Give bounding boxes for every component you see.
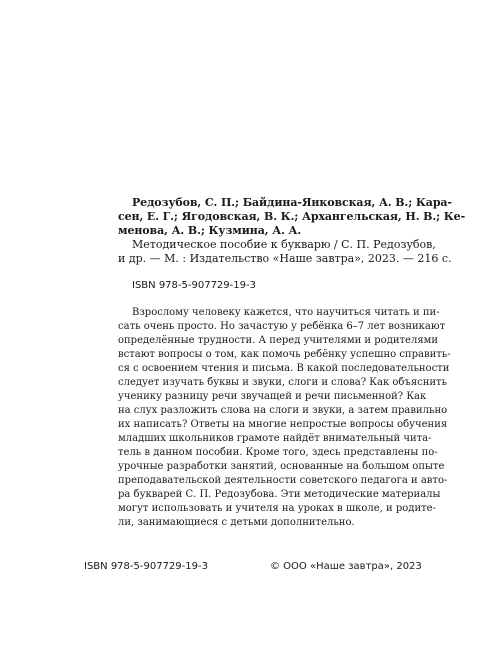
abstract-text: [118, 306, 451, 530]
abstract-line: преподавательской деятельности советского педагога и авто-: [118, 475, 448, 486]
abstract-line: тель в данном пособии. Кроме того, здесь представлены по-: [118, 447, 438, 458]
description-line: и др. — М. : Издательство «Наше завтра», 2023. — 216 с.: [118, 252, 452, 265]
abstract-line: ли, занимающиеся с детьми дополнительно.: [118, 517, 355, 528]
description-line: Методическое пособие к букварю / С. П. Редозубов,: [132, 238, 436, 251]
copyright-notice: © ООО «Наше завтра», 2023: [270, 561, 422, 572]
footer-isbn: ISBN 978-5-907729-19-3: [84, 561, 208, 572]
abstract-line: урочные разработки занятий, основанные на большом опыте: [118, 461, 445, 472]
abstract-line: ра букварей С. П. Редозубова. Эти методические материалы: [118, 489, 441, 500]
abstract-line: Взрослому человеку кажется, что научиться читать и пи-: [132, 307, 440, 318]
abstract-line: могут использовать и учителя на уроках в школе, и родите-: [118, 503, 436, 514]
abstract-line: встают вопросы о том, как помочь ребёнку успешно справить-: [118, 349, 451, 360]
authors-line: менова, А. В.; Кузмина, А. А.: [118, 224, 302, 237]
bibliographic-description: [118, 238, 452, 266]
authors-line: Редозубов, С. П.; Байдина-Янковская, А. В.; Кара-: [132, 196, 452, 209]
abstract-line: сать очень просто. Но зачастую у ребёнка 6–7 лет возникают: [118, 321, 446, 332]
abstract-line: их написать? Ответы на многие непростые вопросы обучения: [118, 419, 448, 430]
abstract-line: на слух разложить слова на слоги и звуки, а затем правильно: [118, 405, 448, 416]
abstract-line: следует изучать буквы и звуки, слоги и слова? Как объяснить: [118, 377, 448, 388]
authors-line: сен, Е. Г.; Ягодовская, В. К.; Архангельская, Н. В.; Ке-: [118, 210, 466, 223]
isbn-record: ISBN 978-5-907729-19-3: [132, 280, 256, 291]
abstract-line: ученику разницу речи звучащей и речи письменной? Как: [118, 391, 427, 402]
abstract-line: младших школьников грамоте найдёт внимательный чита-: [118, 433, 432, 444]
authors-block: [118, 196, 466, 238]
abstract-line: ся с освоением чтения и письма. В какой последовательности: [118, 363, 450, 374]
abstract-line: определённые трудности. А перед учителями и родителями: [118, 335, 439, 346]
